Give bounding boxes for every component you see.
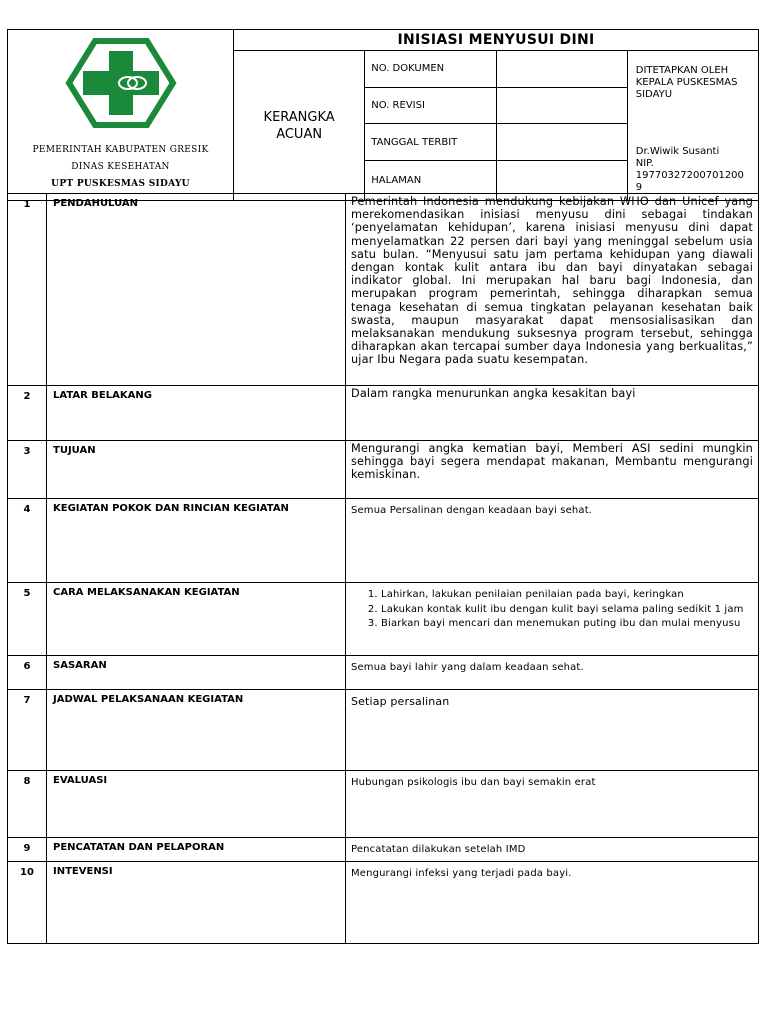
row-label: KEGIATAN POKOK DAN RINCIAN KEGIATAN (47, 499, 346, 583)
list-item: 3. Biarkan bayi mencari dan menemukan puting ibu dan mulai menyusu (381, 617, 753, 632)
signature-block (627, 51, 758, 201)
row-text: Hubungan psikologis ibu dan bayi semakin erat (346, 771, 759, 838)
acuan-label: ACUAN (276, 126, 323, 142)
row-number: 1 (8, 194, 47, 386)
row-list-cell (346, 583, 759, 656)
row-text: Mengurangi infeksi yang terjadi pada bayi. (346, 862, 759, 944)
row-text: Semua Persalinan dengan keadaan bayi sehat. (346, 499, 759, 583)
row-label: INTEVENSI (47, 862, 346, 944)
table-row (8, 499, 759, 583)
row-text: Pemerintah Indonesia mendukung kebijakan WHO dan Unicef yang merekomendasikan inisiasi menyusu dini sebagai tindakan ‘penyelamatan kehidupan’, karena inisiasi menyusu dini dapat menyelamatkan 22 persen dari bayi yang meninggal sebelum usia satu bulan. “Menyusui satu jam pertama kehidupan yang diawali dengan kontak kulit antara ibu dan bayi dinyatakan sebagai indikator global. Ini merupakan hal baru bagi Indonesia, dan merupakan program pemerintah, sehingga diharapkan semua tenaga kesehatan di semua tingkatan pelayanan kesehatan baik swasta, maupun masyarakat dapat mensosialisasikan dan melaksanakan mendukung suksesnya program tersebut, sehingga diharapkan akan tercapai sumber daya Indonesia yang berkualitas,” ujar Ibu Negara pada suatu kesempatan. (346, 194, 759, 386)
row-number: 10 (8, 862, 47, 944)
puskesmas-logo-icon (65, 37, 177, 129)
content-table (7, 193, 759, 944)
kerangka-acuan-cell (234, 51, 365, 201)
row-text: Setiap persalinan (346, 690, 759, 771)
row-number: 3 (8, 441, 47, 499)
org-line-3: UPT PUSKESMAS SIDAYU (51, 179, 190, 189)
row-text: Semua bayi lahir yang dalam keadaan sehat. (346, 656, 759, 690)
row-label: CARA MELAKSANAKAN KEGIATAN (47, 583, 346, 656)
row-label: PENDAHULUAN (47, 194, 346, 386)
list-item: 2. Lakukan kontak kulit ibu dengan kulit bayi selama paling sedikit 1 jam (381, 603, 753, 618)
document-header (7, 29, 759, 193)
tanggal-terbit-label: TANGGAL TERBIT (365, 124, 496, 161)
logo-cell (8, 30, 234, 201)
no-dokumen-value (496, 51, 627, 88)
halaman-label: HALAMAN (365, 160, 496, 200)
no-revisi-value (496, 87, 627, 124)
row-text: Dalam rangka menurunkan angka kesakitan bayi (346, 386, 759, 441)
signatory-name: Dr.Wiwik Susanti (635, 146, 720, 157)
table-row (8, 386, 759, 441)
row-label: LATAR BELAKANG (47, 386, 346, 441)
row-text: Pencatatan dilakukan setelah IMD (346, 838, 759, 862)
row-label: PENCATATAN DAN PELAPORAN (47, 838, 346, 862)
row-number: 5 (8, 583, 47, 656)
signatory-nip: NIP. 19770327200701200 9 (635, 158, 744, 193)
table-row (8, 583, 759, 656)
table-row (8, 838, 759, 862)
row-label: TUJUAN (47, 441, 346, 499)
ditetapkan-label: DITETAPKAN OLEH (635, 65, 729, 76)
steps-list (351, 588, 753, 632)
row-number: 4 (8, 499, 47, 583)
org-line-1: PEMERINTAH KABUPATEN GRESIK (32, 145, 209, 155)
row-number: 9 (8, 838, 47, 862)
row-text: Mengurangi angka kematian bayi, Memberi ASI sedini mungkin sehingga bayi segera mendapat makanan, Membantu mengurangi kemiskinan. (346, 441, 759, 499)
row-label: SASARAN (47, 656, 346, 690)
org-line-2: DINAS KESEHATAN (71, 162, 170, 172)
list-item: 1. Lahirkan, lakukan penilaian penilaian pada bayi, keringkan (381, 588, 753, 603)
no-revisi-label: NO. REVISI (365, 87, 496, 124)
row-label: EVALUASI (47, 771, 346, 838)
table-row (8, 441, 759, 499)
no-dokumen-label: NO. DOKUMEN (365, 51, 496, 88)
row-label: JADWAL PELAKSANAAN KEGIATAN (47, 690, 346, 771)
row-number: 2 (8, 386, 47, 441)
row-number: 8 (8, 771, 47, 838)
table-row (8, 194, 759, 386)
document-title: INISIASI MENYUSUI DINI (234, 30, 759, 51)
table-row (8, 862, 759, 944)
kerangka-label: KERANGKA (263, 109, 335, 125)
table-row (8, 656, 759, 690)
kepala-label: KEPALA PUSKESMAS SIDAYU (635, 77, 738, 100)
table-row (8, 690, 759, 771)
table-row (8, 771, 759, 838)
row-number: 6 (8, 656, 47, 690)
tanggal-terbit-value (496, 124, 627, 161)
row-number: 7 (8, 690, 47, 771)
